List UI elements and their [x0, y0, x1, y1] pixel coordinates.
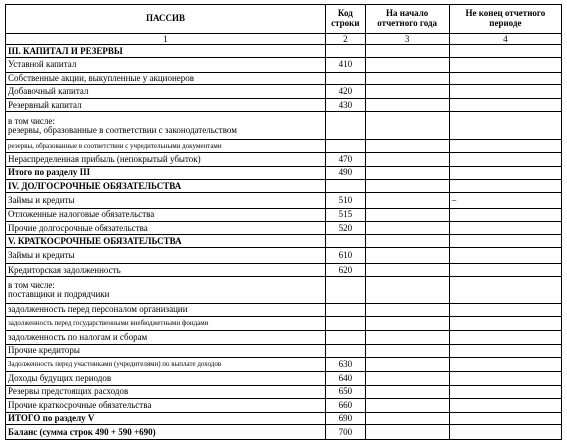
- start-of-year-cell[interactable]: [365, 84, 449, 98]
- row-code: 490: [326, 166, 365, 179]
- table-row: [6, 398, 562, 412]
- end-of-period-cell[interactable]: [449, 357, 561, 371]
- end-of-period-cell[interactable]: [449, 84, 561, 98]
- row-code: [326, 277, 365, 304]
- table-row: [6, 72, 562, 84]
- row-code: [326, 317, 365, 331]
- row-label: задолженность по налогам и сборам: [6, 331, 326, 344]
- row-label: в том числе: резервы, образованные в соответствии с законодательством: [6, 112, 326, 140]
- column-number-row: [6, 34, 562, 45]
- end-of-period-cell[interactable]: [449, 45, 561, 58]
- row-code: [326, 331, 365, 344]
- row-code: 430: [326, 99, 365, 112]
- start-of-year-cell[interactable]: [365, 72, 449, 84]
- row-label: IV. ДОЛГОСРОЧНЫЕ ОБЯЗАТЕЛЬСТВА: [6, 179, 326, 192]
- table-row: [6, 357, 562, 371]
- header-row: [6, 5, 562, 34]
- row-code: 610: [326, 248, 365, 263]
- row-label: в том числе: поставщики и подрядчики: [6, 277, 326, 304]
- row-code: [326, 45, 365, 58]
- table-row: [6, 99, 562, 112]
- row-code: 470: [326, 153, 365, 166]
- end-of-period-cell[interactable]: [449, 208, 561, 221]
- row-code: 510: [326, 193, 365, 208]
- start-of-year-cell[interactable]: [365, 398, 449, 412]
- column-number: 3: [365, 34, 449, 45]
- end-of-period-cell[interactable]: [449, 153, 561, 166]
- row-code: 410: [326, 58, 365, 72]
- start-of-year-cell[interactable]: [365, 179, 449, 192]
- end-of-period-cell[interactable]: [449, 425, 561, 440]
- row-label: Резервный капитал: [6, 99, 326, 112]
- end-of-period-cell[interactable]: [449, 112, 561, 140]
- start-of-year-cell[interactable]: [365, 248, 449, 263]
- table-row: [6, 331, 562, 344]
- row-label: Кредиторская задолженность: [6, 263, 326, 276]
- start-of-year-cell[interactable]: [365, 153, 449, 166]
- row-label: Добавочный капитал: [6, 84, 326, 98]
- row-code: [326, 235, 365, 248]
- row-label: Итого по разделу III: [6, 166, 326, 179]
- row-label: задолженность перед государственными внебюджетными фондами: [6, 317, 326, 331]
- table-row: [6, 84, 562, 98]
- table-row: [6, 153, 562, 166]
- table-row: [6, 179, 562, 192]
- start-of-year-cell[interactable]: [365, 372, 449, 385]
- table-row: [6, 263, 562, 276]
- table-row: [6, 235, 562, 248]
- end-of-period-cell[interactable]: [449, 166, 561, 179]
- end-of-period-cell[interactable]: [449, 277, 561, 304]
- row-code: 660: [326, 398, 365, 412]
- header-end-of-period: Не конец отчетного периоде: [449, 5, 561, 34]
- row-label: Займы и кредиты: [6, 248, 326, 263]
- header-line-code: Код строки: [326, 5, 365, 34]
- start-of-year-cell[interactable]: [365, 425, 449, 440]
- start-of-year-cell[interactable]: [365, 357, 449, 371]
- row-code: 630: [326, 357, 365, 371]
- column-number: 2: [326, 34, 365, 45]
- table-row: [6, 112, 562, 140]
- end-of-period-cell[interactable]: [449, 221, 561, 234]
- end-of-period-cell[interactable]: [449, 372, 561, 385]
- start-of-year-cell[interactable]: [365, 317, 449, 331]
- row-label: задолженность перед персоналом организации: [6, 303, 326, 316]
- row-label: Задолженность перед участниками (учредителями) по выплате доходов: [6, 357, 326, 371]
- end-of-period-cell[interactable]: [449, 140, 561, 153]
- column-number: 1: [6, 34, 326, 45]
- table-row: [6, 221, 562, 234]
- table-row: [6, 193, 562, 208]
- row-label: III. КАПИТАЛ И РЕЗЕРВЫ: [6, 45, 326, 58]
- row-code: [326, 179, 365, 192]
- end-of-period-cell[interactable]: [449, 344, 561, 357]
- end-of-period-cell[interactable]: [449, 72, 561, 84]
- start-of-year-cell[interactable]: [365, 277, 449, 304]
- end-of-period-cell[interactable]: [449, 248, 561, 263]
- start-of-year-cell[interactable]: [365, 385, 449, 398]
- start-of-year-cell[interactable]: [365, 193, 449, 208]
- start-of-year-cell[interactable]: [365, 221, 449, 234]
- table-row: [6, 140, 562, 153]
- end-of-period-cell[interactable]: [449, 398, 561, 412]
- start-of-year-cell[interactable]: [365, 235, 449, 248]
- row-label: Отложенные налоговые обязательства: [6, 208, 326, 221]
- end-of-period-cell[interactable]: –: [449, 193, 561, 208]
- row-label: Прочие кредиторы: [6, 344, 326, 357]
- row-code: 520: [326, 221, 365, 234]
- start-of-year-cell[interactable]: [365, 112, 449, 140]
- row-code: 700: [326, 425, 365, 440]
- row-code: 640: [326, 372, 365, 385]
- table-row: [6, 58, 562, 72]
- header-start-of-year: На начало отчетного года: [365, 5, 449, 34]
- end-of-period-cell[interactable]: [449, 413, 561, 425]
- end-of-period-cell[interactable]: [449, 317, 561, 331]
- row-label: Прочие долгосрочные обязательства: [6, 221, 326, 234]
- row-label: Собственные акции, выкупленные у акционеров: [6, 72, 326, 84]
- start-of-year-cell[interactable]: [365, 344, 449, 357]
- table-row: [6, 413, 562, 425]
- start-of-year-cell[interactable]: [365, 208, 449, 221]
- header-liabilities: ПАССИВ: [6, 5, 326, 34]
- row-label: резервы, образованные в соответствии с учредительными документами: [6, 140, 326, 153]
- row-label: ИТОГО по разделу V: [6, 413, 326, 425]
- row-code: 420: [326, 84, 365, 98]
- table-row: [6, 317, 562, 331]
- row-label: Займы и кредиты: [6, 193, 326, 208]
- row-code: 515: [326, 208, 365, 221]
- balance-sheet-liabilities-table: [5, 4, 562, 440]
- start-of-year-cell[interactable]: [365, 263, 449, 276]
- start-of-year-cell[interactable]: [365, 140, 449, 153]
- row-label: Уставной капитал: [6, 58, 326, 72]
- row-code: [326, 112, 365, 140]
- row-code: [326, 140, 365, 153]
- start-of-year-cell[interactable]: [365, 166, 449, 179]
- row-label: Баланс (сумма строк 490 + 590 +690): [6, 425, 326, 440]
- row-label: Резервы предстоящих расходов: [6, 385, 326, 398]
- end-of-period-cell[interactable]: [449, 303, 561, 316]
- table-row: [6, 45, 562, 58]
- row-label: Нераспределенная прибыль (непокрытый убыток): [6, 153, 326, 166]
- table-row: [6, 248, 562, 263]
- row-code: [326, 303, 365, 316]
- start-of-year-cell[interactable]: [365, 45, 449, 58]
- start-of-year-cell[interactable]: [365, 303, 449, 316]
- table-row: [6, 344, 562, 357]
- table-row: [6, 277, 562, 304]
- start-of-year-cell[interactable]: [365, 99, 449, 112]
- table-row: [6, 372, 562, 385]
- row-label: V. КРАТКОСРОЧНЫЕ ОБЯЗАТЕЛЬСТВА: [6, 235, 326, 248]
- end-of-period-cell[interactable]: [449, 263, 561, 276]
- row-code: [326, 344, 365, 357]
- start-of-year-cell[interactable]: [365, 58, 449, 72]
- table-row: [6, 166, 562, 179]
- end-of-period-cell[interactable]: [449, 385, 561, 398]
- end-of-period-cell[interactable]: [449, 58, 561, 72]
- end-of-period-cell[interactable]: [449, 331, 561, 344]
- row-label: Доходы будущих периодов: [6, 372, 326, 385]
- row-code: 690: [326, 413, 365, 425]
- end-of-period-cell[interactable]: [449, 99, 561, 112]
- column-number: 4: [449, 34, 561, 45]
- table-row: [6, 208, 562, 221]
- row-code: [326, 72, 365, 84]
- table-row: [6, 425, 562, 440]
- row-label: Прочие краткосрочные обязательства: [6, 398, 326, 412]
- row-code: 650: [326, 385, 365, 398]
- start-of-year-cell[interactable]: [365, 331, 449, 344]
- end-of-period-cell[interactable]: [449, 235, 561, 248]
- table-row: [6, 385, 562, 398]
- start-of-year-cell[interactable]: [365, 413, 449, 425]
- end-of-period-cell[interactable]: [449, 179, 561, 192]
- row-code: 620: [326, 263, 365, 276]
- table-row: [6, 303, 562, 316]
